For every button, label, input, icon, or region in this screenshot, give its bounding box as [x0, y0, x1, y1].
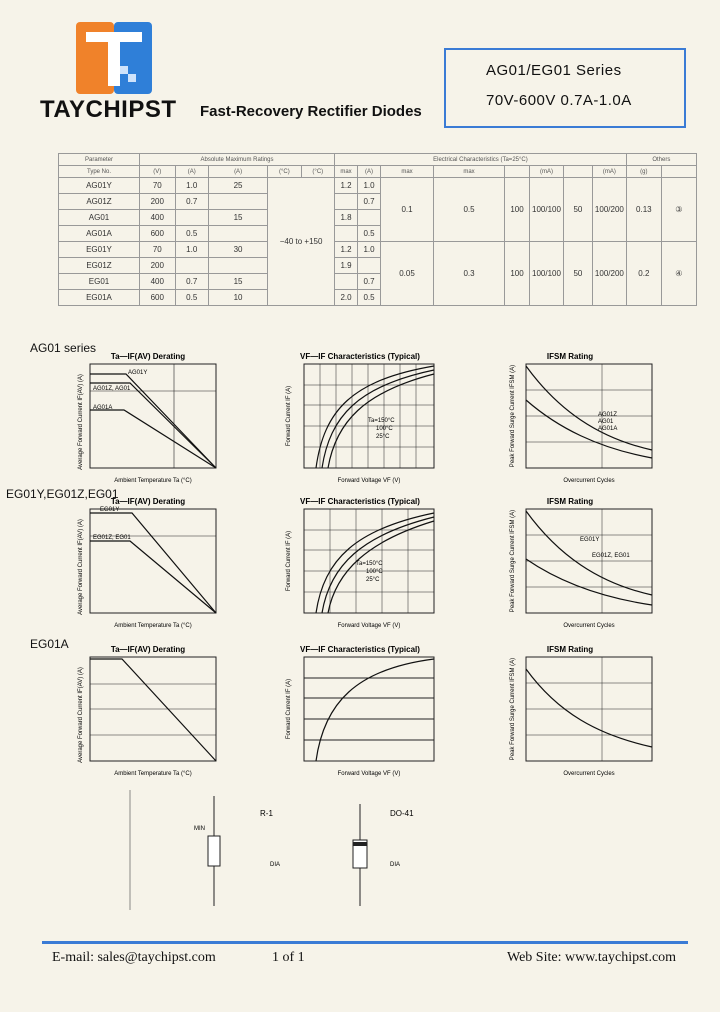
- series-name: AG01/EG01 Series: [486, 62, 622, 79]
- svg-text:IFSM Rating: IFSM Rating: [546, 497, 594, 506]
- svg-text:VF—IF Characteristics (Typical: VF—IF Characteristics (Typical): [300, 497, 420, 506]
- svg-text:Ambient Temperature Ta (°C): Ambient Temperature Ta (°C): [114, 623, 192, 629]
- svg-text:Overcurrent Cycles: Overcurrent Cycles: [563, 623, 615, 629]
- svg-text:AG01Y: AG01Y: [128, 370, 148, 376]
- svg-text:AG01A: AG01A: [93, 405, 113, 411]
- temp-range-cell: −40 to +150: [268, 178, 335, 306]
- section-ag01: AG01 series: [30, 341, 97, 355]
- svg-text:Average Forward Current IF(AV: Average Forward Current IF(AV) (A): [78, 519, 84, 615]
- svg-text:EG01Z, EG01: EG01Z, EG01: [592, 553, 630, 559]
- svg-text:VF—IF Characteristics (Typical: VF—IF Characteristics (Typical): [300, 645, 420, 654]
- eg01a-ifsm-chart: [498, 643, 668, 778]
- svg-text:R-1: R-1: [260, 809, 273, 818]
- spec-table: Parameter Absolute Maximum Ratings Electrical Characteristics (Ta=25°C) Others Type No. (V) (A) (A) (°C) (°C) max (A) max max (mA) (mA) (g) AG01Y 70 1.0 25 −40 to +150 1.2 1.0 0.1 0.5 100 100/100 50 100/200 0.13 ③ AG01Z 200 0.7 0.7 AG01 400 15 1.8 AG01A 600 0.5 0.5 EG01Y 70 1.0 30 1.2 1.0 0.05 0.3 100 100/100 50 100/200 0.2 ④ EG01Z 200 1.9 EG01 400 0.7 15 0.7 EG01A 600 0.5 10 2.0 0.5: [58, 153, 697, 306]
- svg-text:DIA: DIA: [270, 862, 281, 868]
- eg01-ifsm-chart: [498, 495, 668, 630]
- svg-text:AG01A: AG01A: [598, 426, 618, 432]
- svg-text:Overcurrent Cycles: Overcurrent Cycles: [563, 478, 615, 484]
- package-drawings: [120, 790, 440, 920]
- page-title: Fast-Recovery Rectifier Diodes: [200, 103, 422, 120]
- svg-text:Peak Forward Surge Current IF: Peak Forward Surge Current IFSM (A): [510, 509, 516, 613]
- section-eg01a: EG01A: [30, 637, 69, 651]
- eg01a-derating-chart: [60, 643, 230, 778]
- elec-header: Electrical Characteristics (Ta=25°C): [335, 154, 627, 166]
- table-row: AG01A 600 0.5 0.5: [59, 226, 697, 242]
- table-row: EG01Y 70 1.0 30 1.2 1.0 0.05 0.3 100 100/100 50 100/200 0.2 ④: [59, 242, 697, 258]
- table-row: EG01Z 200 1.9: [59, 258, 697, 274]
- svg-text:Ta—IF(AV) Derating: Ta—IF(AV) Derating: [110, 352, 186, 361]
- svg-text:Forward Voltage VF (V): Forward Voltage VF (V): [337, 478, 401, 484]
- svg-text:Average Forward Current IF(AV: Average Forward Current IF(AV) (A): [78, 374, 84, 470]
- svg-text:Ta=150°C: Ta=150°C: [368, 418, 395, 424]
- type-header: Type No.: [59, 166, 140, 178]
- svg-text:AG01Z: AG01Z: [598, 412, 618, 418]
- footer-email[interactable]: E-mail: sales@taychipst.com: [52, 950, 216, 965]
- footer-website[interactable]: Web Site: www.taychipst.com: [507, 950, 677, 965]
- svg-text:100°C: 100°C: [366, 569, 383, 575]
- svg-text:100°C: 100°C: [376, 426, 393, 432]
- svg-text:EG01Z, EG01: EG01Z, EG01: [93, 535, 131, 541]
- ag01-ifsm-chart: [498, 350, 668, 485]
- svg-text:Peak Forward Surge Current IF: Peak Forward Surge Current IFSM (A): [510, 364, 516, 468]
- svg-text:AG01: AG01: [598, 419, 614, 425]
- footer-divider: [42, 941, 688, 944]
- svg-text:Ambient Temperature Ta (°C): Ambient Temperature Ta (°C): [114, 478, 192, 484]
- svg-text:DO-41: DO-41: [390, 809, 414, 818]
- table-row: EG01 400 0.7 15 0.7: [59, 274, 697, 290]
- eg01-derating-chart: [60, 495, 230, 630]
- svg-text:Peak Forward Surge Current IF: Peak Forward Surge Current IFSM (A): [510, 657, 516, 761]
- eg01a-vfif-chart: [272, 643, 442, 778]
- svg-text:Forward Voltage VF (V): Forward Voltage VF (V): [337, 623, 401, 629]
- table-row: AG01Z 200 0.7 0.7: [59, 194, 697, 210]
- svg-text:25°C: 25°C: [376, 434, 390, 440]
- svg-text:Forward Current IF (A): Forward Current IF (A): [286, 385, 292, 447]
- table-row: EG01A 600 0.5 10 2.0 0.5: [59, 290, 697, 306]
- eg01-vfif-chart: [272, 495, 442, 630]
- brand-name: TAYCHIPST: [40, 96, 177, 123]
- svg-text:Ta—IF(AV) Derating: Ta—IF(AV) Derating: [110, 645, 186, 654]
- svg-text:VF—IF Characteristics (Typical: VF—IF Characteristics (Typical): [300, 352, 420, 361]
- series-box: [444, 48, 686, 128]
- ag01-vfif-chart: [272, 350, 442, 485]
- series-range: 70V-600V 0.7A-1.0A: [486, 92, 632, 109]
- ag01-derating-chart: [60, 350, 230, 485]
- svg-text:IFSM Rating: IFSM Rating: [546, 645, 594, 654]
- svg-text:Ta=150°C: Ta=150°C: [356, 561, 383, 567]
- svg-text:Overcurrent Cycles: Overcurrent Cycles: [563, 771, 615, 777]
- svg-text:Forward Current IF (A): Forward Current IF (A): [286, 678, 292, 740]
- svg-text:EG01Y: EG01Y: [100, 507, 120, 513]
- svg-text:Average Forward Current IF(AV: Average Forward Current IF(AV) (A): [78, 667, 84, 763]
- footer-page: 1 of 1: [272, 950, 305, 965]
- brand-logo: [76, 22, 152, 94]
- svg-text:Ambient Temperature Ta (°C): Ambient Temperature Ta (°C): [114, 771, 192, 777]
- svg-text:IFSM Rating: IFSM Rating: [546, 352, 594, 361]
- section-eg01: EG01Y,EG01Z,EG01: [6, 487, 119, 501]
- svg-text:Forward Current IF (A): Forward Current IF (A): [286, 530, 292, 592]
- others-header: Others: [626, 154, 696, 166]
- svg-text:25°C: 25°C: [366, 577, 380, 583]
- svg-text:DIA: DIA: [390, 862, 401, 868]
- svg-text:Ta—IF(AV) Derating: Ta—IF(AV) Derating: [110, 497, 186, 506]
- svg-text:MIN: MIN: [194, 826, 205, 832]
- abs-max-header: Absolute Maximum Ratings: [140, 154, 335, 166]
- svg-text:AG01Z, AG01: AG01Z, AG01: [93, 386, 131, 392]
- param-header: Parameter: [59, 154, 140, 166]
- table-row: AG01Y 70 1.0 25 −40 to +150 1.2 1.0 0.1 0.5 100 100/100 50 100/200 0.13 ③: [59, 178, 697, 194]
- svg-text:EG01Y: EG01Y: [580, 537, 600, 543]
- svg-text:Forward Voltage VF (V): Forward Voltage VF (V): [337, 771, 401, 777]
- table-row: AG01 400 15 1.8: [59, 210, 697, 226]
